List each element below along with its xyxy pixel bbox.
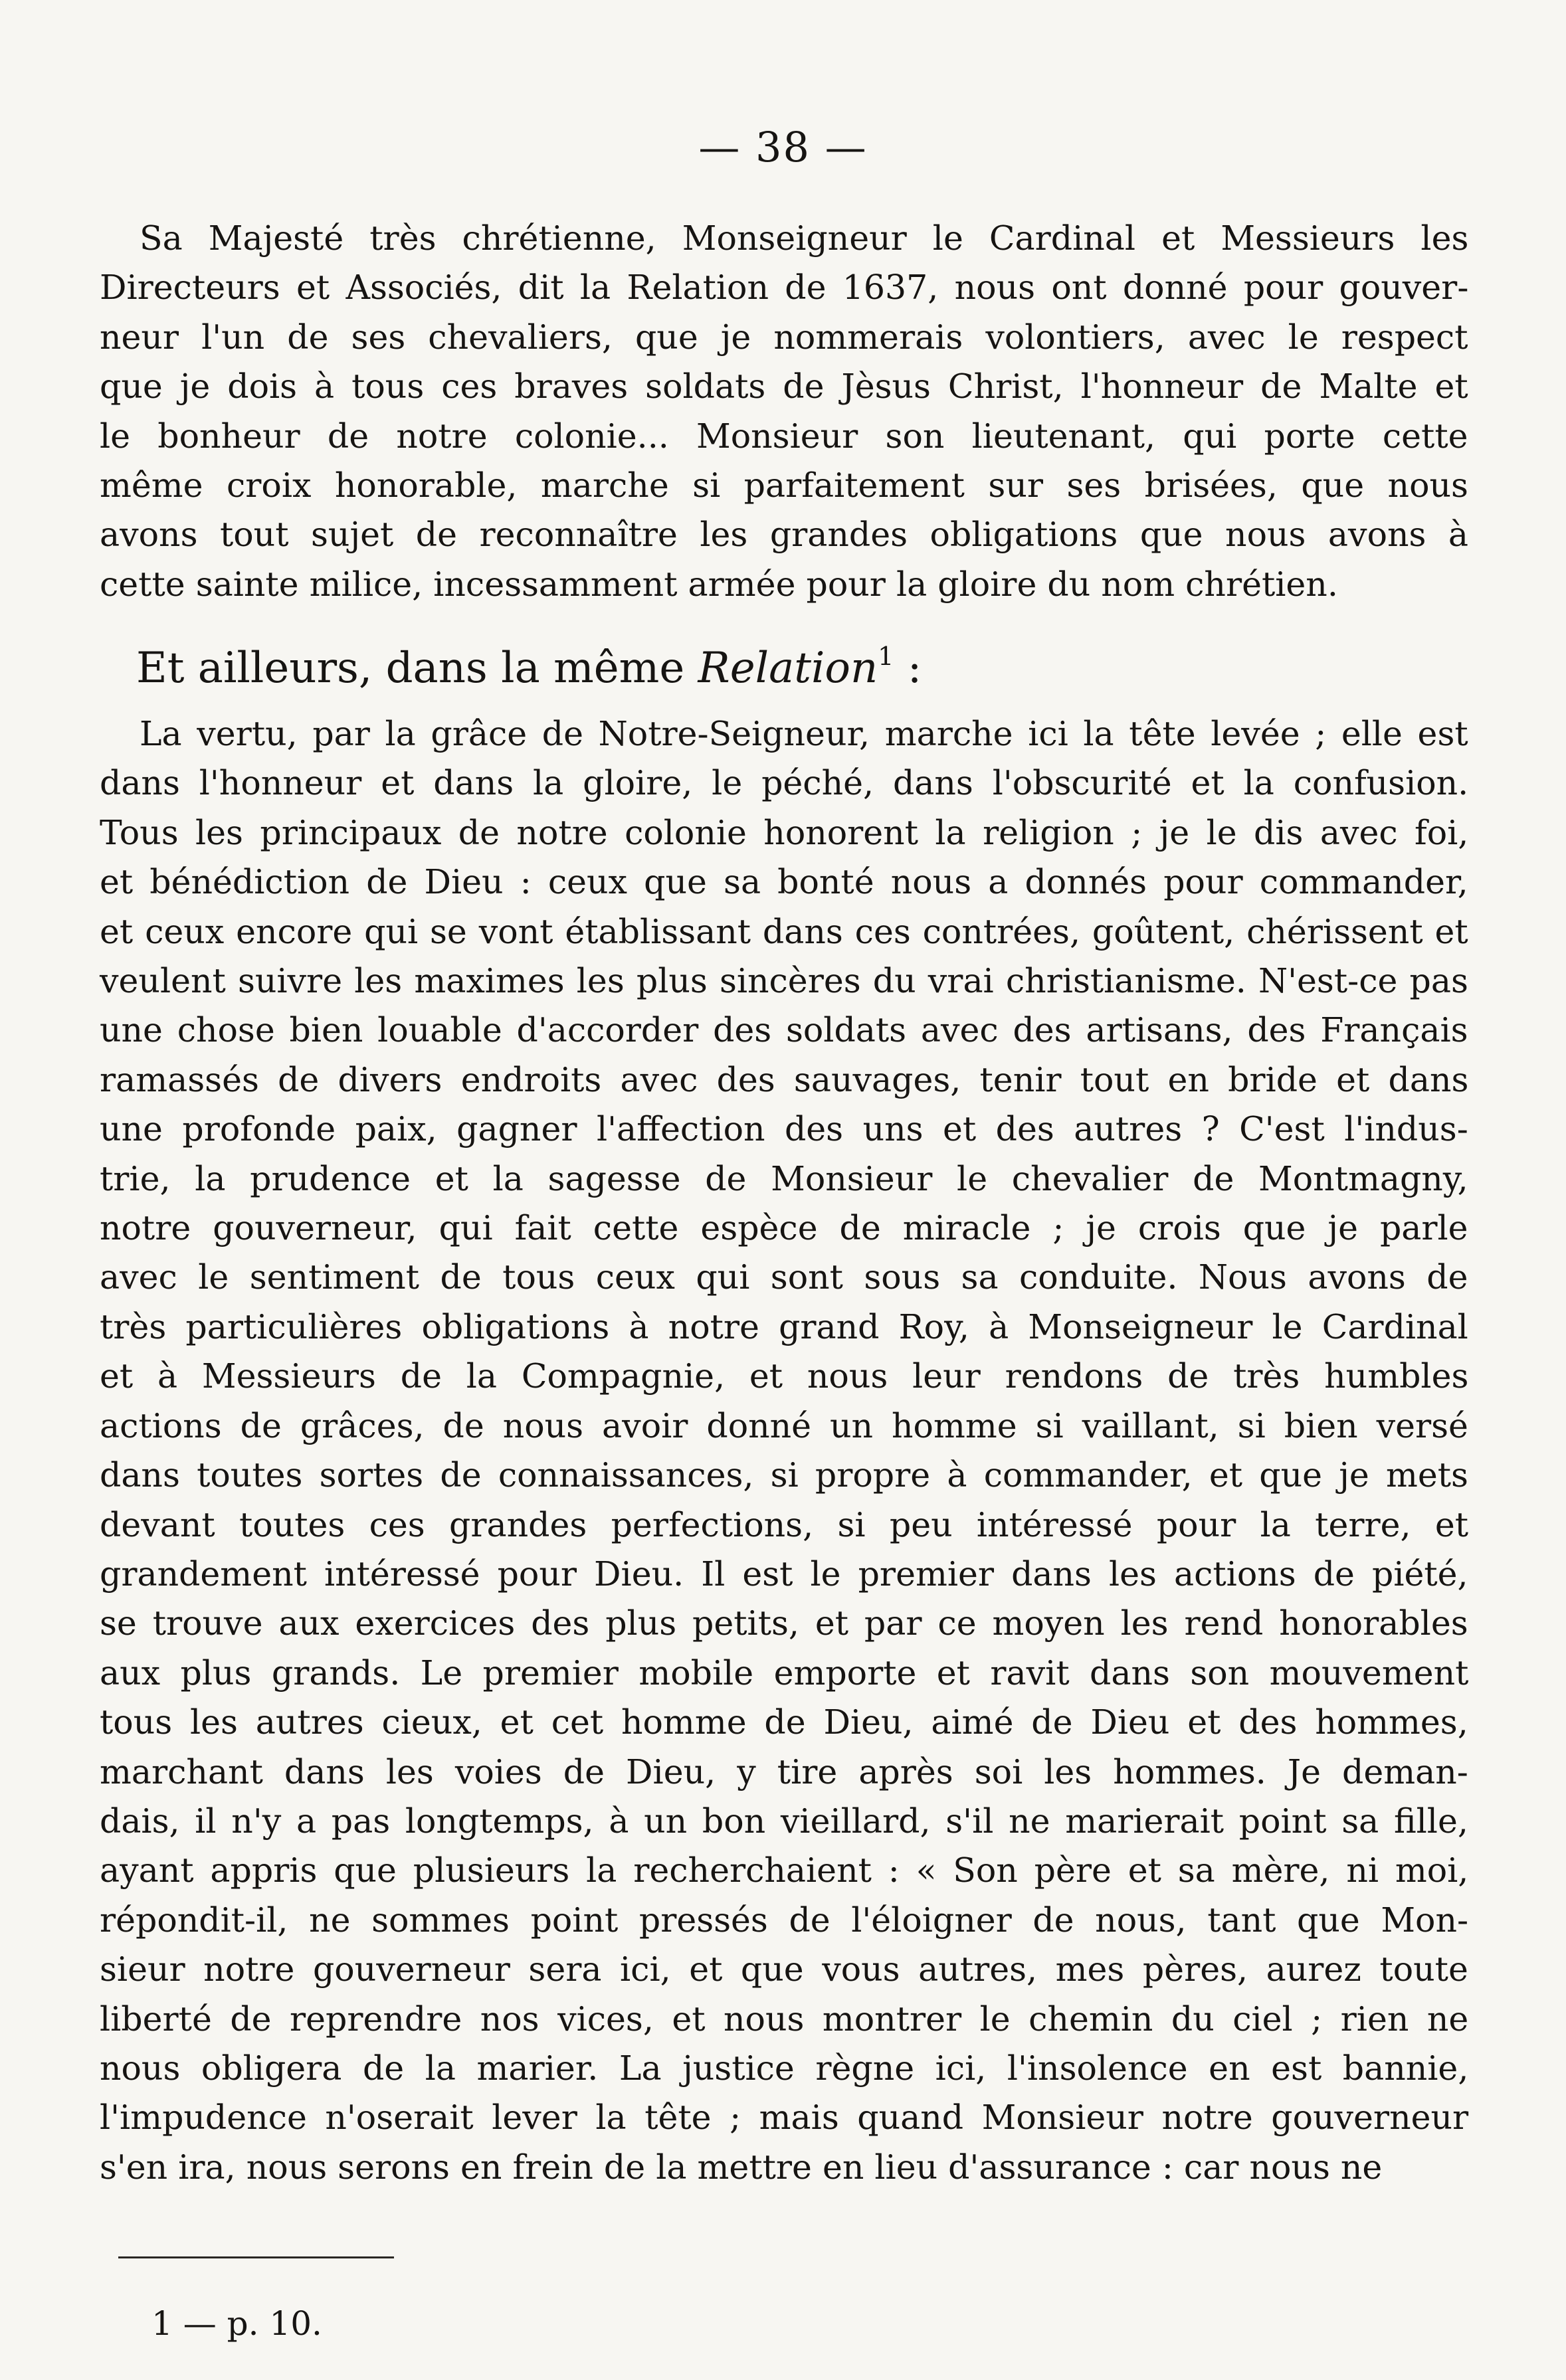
text-line: dans toutes sortes de connaissances, si propre à commander, et que je mets <box>100 1455 1468 1495</box>
text-line: et bénédiction de Dieu : ceux que sa bonté nous a donnés pour commander, <box>100 862 1468 902</box>
text-line: une profonde paix, gagner l'affection des uns et des autres ? C'est l'indus- <box>100 1109 1468 1149</box>
text-line: trie, la prudence et la sagesse de Monsieur le chevalier de Montmagny, <box>100 1158 1468 1198</box>
text-line: Directeurs et Associés, dit la Relation de 1637, nous ont donné pour gouver- <box>100 268 1469 308</box>
quote-paragraph-2 <box>100 709 1468 2192</box>
text-line: cette sainte milice, incessamment armée pour la gloire du nom chrétien. <box>100 564 1338 604</box>
text-line: Sa Majesté très chrétienne, Monseigneur le Cardinal et Messieurs les <box>140 219 1469 258</box>
text-line: avec le sentiment de tous ceux qui sont sous sa conduite. Nous avons de <box>100 1257 1468 1297</box>
section-heading <box>136 630 922 695</box>
text-line: très particulières obligations à notre grand Roy, à Monseigneur le Cardinal <box>100 1307 1468 1346</box>
text-line: veulent suivre les maximes les plus sincères du vrai christianisme. N'est-ce pas <box>100 961 1468 1001</box>
text-line: ramassés de divers endroits avec des sauvages, tenir tout en bride et dans <box>100 1059 1469 1099</box>
text-line: que je dois à tous ces braves soldats de Jèsus Christ, l'honneur de Malte et <box>100 367 1468 407</box>
text-line: aux plus grands. Le premier mobile emporte et ravit dans son mouvement <box>100 1653 1469 1693</box>
text-line: ayant appris que plusieurs la recherchaient : « Son père et sa mère, ni moi, <box>100 1851 1469 1890</box>
text-line: sieur notre gouverneur sera ici, et que vous autres, mes pères, aurez toute <box>100 1950 1468 1989</box>
text-line: l'impudence n'oserait lever la tête ; mais quand Monsieur notre gouverneur <box>100 2098 1469 2138</box>
text-line: notre gouverneur, qui fait cette espèce de miracle ; je crois que je parle <box>100 1208 1468 1248</box>
text-line: dais, il n'y a pas longtemps, à un bon vieillard, s'il ne marierait point sa fille, <box>100 1801 1468 1841</box>
text-line: une chose bien louable d'accorder des soldats avec des artisans, des Français <box>100 1010 1468 1050</box>
footnote-divider <box>118 2256 394 2258</box>
footnote-reference: 1 <box>878 642 894 671</box>
text-line: La vertu, par la grâce de Notre-Seigneur, marche ici la tête levée ; elle est <box>140 714 1468 753</box>
text-line: tous les autres cieux, et cet homme de Dieu, aimé de Dieu et des hommes, <box>100 1702 1468 1742</box>
text-line: liberté de reprendre nos vices, et nous montrer le chemin du ciel ; rien ne <box>100 1999 1469 2039</box>
text-line: dans l'honneur et dans la gloire, le péché, dans l'obscurité et la confusion. <box>100 763 1469 803</box>
text-line: s'en ira, nous serons en frein de la mettre en lieu d'assurance : car nous ne <box>100 2147 1383 2187</box>
quote-paragraph-1 <box>100 214 1468 609</box>
heading-italic-title: Relation <box>698 644 878 693</box>
text-line: devant toutes ces grandes perfections, si peu intéressé pour la terre, et <box>100 1505 1469 1544</box>
text-line: même croix honorable, marche si parfaitement sur ses brisées, que nous <box>100 466 1468 505</box>
text-line: neur l'un de ses chevaliers, que je nommerais volontiers, avec le respect <box>100 317 1468 357</box>
page-number: — 38 — <box>698 123 868 171</box>
text-line: grandement intéressé pour Dieu. Il est le premier dans les actions de piété, <box>100 1554 1468 1594</box>
heading-prefix: Et ailleurs, dans la même <box>136 644 698 693</box>
footnote: 1 — p. 10. <box>151 2304 322 2343</box>
text-line: nous obligera de la marier. La justice règne ici, l'insolence en est bannie, <box>100 2048 1469 2088</box>
text-line: avons tout sujet de reconnaître les grandes obligations que nous avons à <box>100 515 1469 555</box>
text-line: Tous les principaux de notre colonie honorent la religion ; je le dis avec foi, <box>100 812 1469 852</box>
text-line: actions de grâces, de nous avoir donné un homme si vaillant, si bien versé <box>100 1406 1468 1445</box>
text-line: marchant dans les voies de Dieu, y tire après soi les hommes. Je deman- <box>100 1752 1468 1791</box>
text-line: le bonheur de notre colonie... Monsieur son lieutenant, qui porte cette <box>100 416 1468 456</box>
text-line: se trouve aux exercices des plus petits, et par ce moyen les rend honorables <box>100 1603 1468 1643</box>
heading-suffix: : <box>894 644 922 693</box>
text-line: et ceux encore qui se vont établissant dans ces contrées, goûtent, chérissent et <box>100 911 1468 951</box>
text-line: et à Messieurs de la Compagnie, et nous leur rendons de très humbles <box>100 1356 1469 1396</box>
text-line: répondit-il, ne sommes point pressés de l'éloigner de nous, tant que Mon- <box>100 1900 1469 1940</box>
